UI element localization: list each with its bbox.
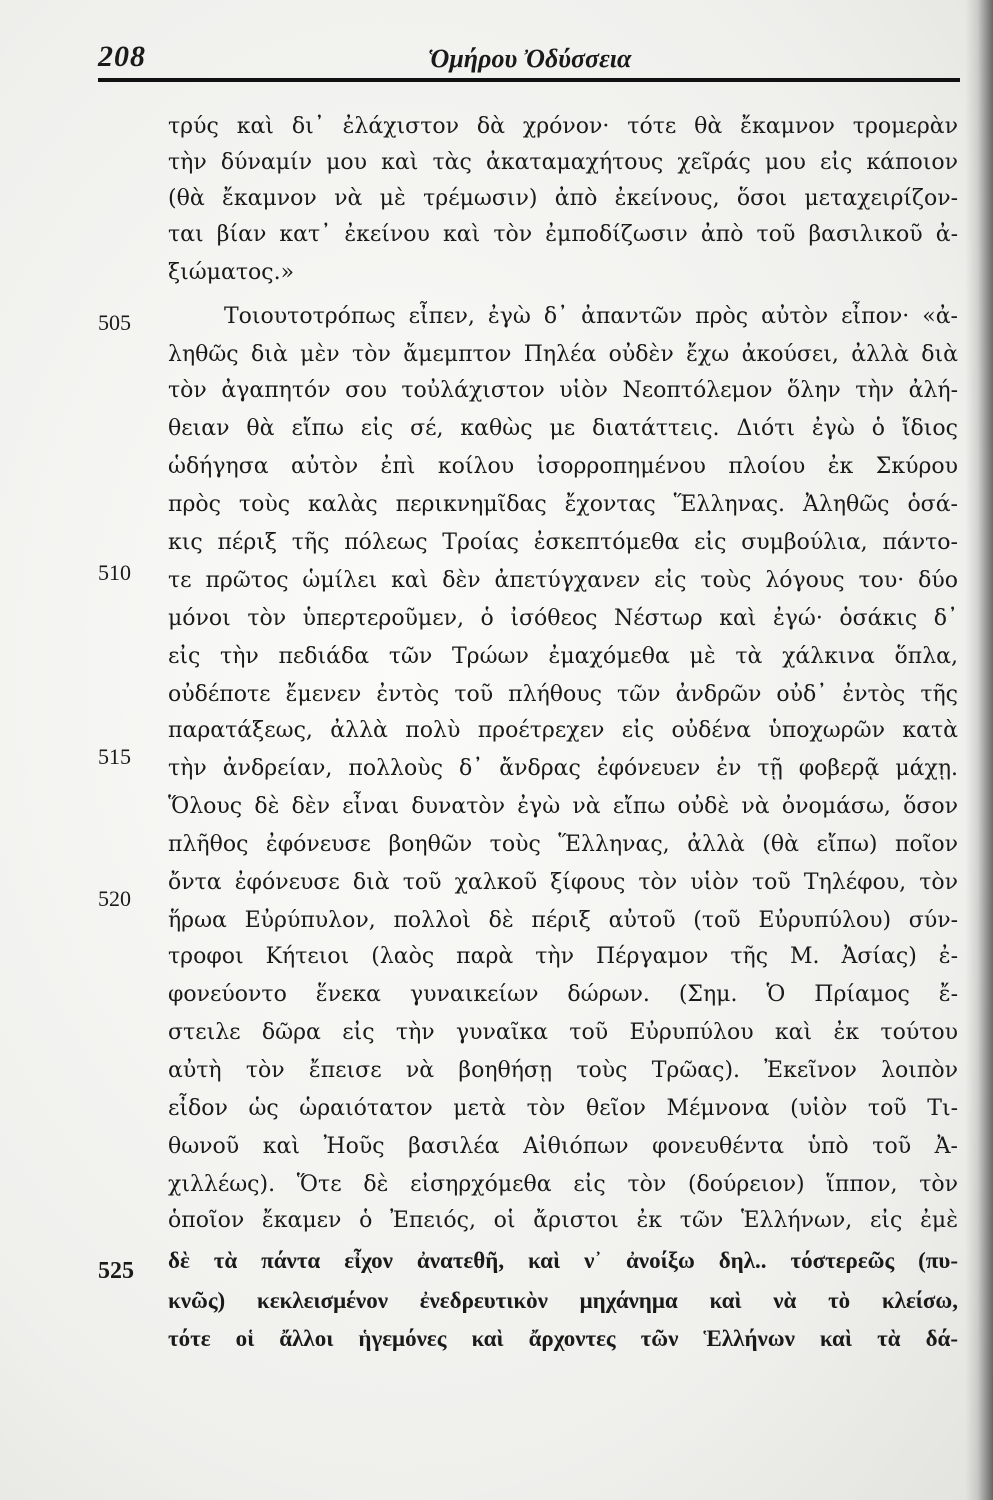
text-line: φονεύοντο ἕνεκα γυναικείων δώρων. (Σημ. Ὁ Πρίαμος ἔ- bbox=[168, 982, 958, 1007]
verse-number: 510 bbox=[98, 560, 131, 585]
text-line: τὸν ἀγαπητόν σου τοὐλάχιστον υἱὸν Νεοπτόλεμον ὅλην τὴν ἀλή- bbox=[168, 378, 958, 403]
page-spine-shadow bbox=[965, 0, 993, 1500]
page-header bbox=[98, 40, 960, 76]
text-line: ὁποῖον ἔκαμεν ὁ Ἐπειός, οἱ ἄριστοι ἐκ τῶν Ἑλλήνων, εἰς ἐμὲ bbox=[168, 1208, 958, 1233]
text-line: ξιώματος.» bbox=[168, 260, 295, 285]
text-line: κις πέριξ τῆς πόλεως Τροίας ἐσκεπτόμεθα εἰς συμβούλια, πάντο- bbox=[168, 530, 958, 555]
verse-number: 520 bbox=[98, 886, 131, 911]
verse-number: 515 bbox=[98, 744, 131, 769]
text-line: στειλε δῶρα εἰς τὴν γυναῖκα τοῦ Εὐρυπύλου καὶ ἐκ τούτου bbox=[168, 1020, 958, 1045]
text-line: ὄντα ἐφόνευσε διὰ τοῦ χαλκοῦ ξίφους τὸν υἱὸν τοῦ Τηλέφου, τὸν bbox=[168, 870, 958, 895]
text-line: πλῆθος ἐφόνευσε βοηθῶν τοὺς Ἕλληνας, ἀλλὰ (θὰ εἴπω) ποῖον bbox=[168, 832, 958, 857]
text-line: εἶδον ὡς ὡραιότατον μετὰ τὸν θεῖον Μέμνονα (υἱὸν τοῦ Τι- bbox=[168, 1096, 958, 1121]
text-line: ὡδήγησα αὐτὸν ἐπὶ κοίλου ἰσορροπημένου πλοίου ἐκ Σκύρου bbox=[168, 454, 958, 479]
verse-number: 525 bbox=[98, 1258, 134, 1284]
text-line: ἥρωα Εὐρύπυλον, πολλοὶ δὲ πέριξ αὐτοῦ (τοῦ Εὐρυπύλου) σύν- bbox=[168, 908, 958, 933]
text-line: τότε οἱ ἄλλοι ἡγεμόνες καὶ ἄρχοντες τῶν Ἑλλήνων καὶ τὰ δά- bbox=[168, 1326, 958, 1351]
text-line: θωνοῦ καὶ Ἠοῦς βασιλέα Αἰθιόπων φονευθέντα ὑπὸ τοῦ Ἀ- bbox=[168, 1134, 958, 1159]
text-line: εἰς τὴν πεδιάδα τῶν Τρώων ἐμαχόμεθα μὲ τὰ χάλκινα ὅπλα, bbox=[168, 644, 958, 669]
page-number: 208 bbox=[98, 40, 146, 73]
text-line: τὴν ἀνδρείαν, πολλοὺς δ᾽ ἄνδρας ἐφόνευεν ἐν τῇ φοβερᾷ μάχῃ. bbox=[168, 756, 958, 781]
text-line: πρὸς τοὺς καλὰς περικνημῖδας ἔχοντας Ἕλληνας. Ἀληθῶς ὁσά- bbox=[168, 492, 958, 517]
text-line: χιλλέως). Ὅτε δὲ εἰσηρχόμεθα εἰς τὸν (δούρειον) ἵππον, τὸν bbox=[168, 1172, 958, 1197]
text-line: οὐδέποτε ἔμενεν ἐντὸς τοῦ πλήθους τῶν ἀνδρῶν οὐδ᾽ ἐντὸς τῆς bbox=[168, 682, 958, 707]
text-line: τροφοι Κήτειοι (λαὸς παρὰ τὴν Πέργαμον τῆς Μ. Ἀσίας) ἐ- bbox=[168, 944, 958, 969]
text-line: Τοιουτοτρόπως εἶπεν, ἐγὼ δ᾽ ἀπαντῶν πρὸς αὐτὸν εἶπον· «ἀ- bbox=[224, 304, 958, 329]
running-title: Ὁμήρου Ὀδύσσεια bbox=[428, 44, 632, 73]
text-line: ται βίαν κατ᾽ ἐκείνου καὶ τὸν ἐμποδίζωσιν ἀπὸ τοῦ βασιλικοῦ ἀ- bbox=[168, 222, 958, 247]
text-line: Ὅλους δὲ δὲν εἶναι δυνατὸν ἐγὼ νὰ εἴπω οὐδὲ νὰ ὀνομάσω, ὅσον bbox=[168, 794, 958, 819]
text-line: θειαν θὰ εἴπω εἰς σέ, καθὼς με διατάττεις. Διότι ἐγὼ ὁ ἴδιος bbox=[168, 416, 958, 441]
text-line: τε πρῶτος ὡμίλει καὶ δὲν ἀπετύγχανεν εἰς τοὺς λόγους του· δύο bbox=[168, 568, 958, 593]
text-line: τρύς καὶ δι᾽ ἐλάχιστον δὰ χρόνον· τότε θὰ ἔκαμνον τρομερὰν bbox=[168, 114, 958, 139]
text-line: αὐτὴ τὸν ἔπεισε νὰ βοηθήσῃ τοὺς Τρῶας). Ἐκεῖνον λοιπὸν bbox=[168, 1058, 958, 1083]
text-line: μόνοι τὸν ὑπερτεροῦμεν, ὁ ἰσόθεος Νέστωρ καὶ ἐγώ· ὁσάκις δ᾽ bbox=[168, 606, 958, 631]
verse-number: 505 bbox=[98, 310, 131, 335]
text-line: κνῶς) κεκλεισμένον ἐνεδρευτικὸν μηχάνημα καὶ νὰ τὸ κλείσω, bbox=[168, 1288, 958, 1313]
text-line: παρατάξεως, ἀλλὰ πολὺ προέτρεχεν εἰς οὐδένα ὑποχωρῶν κατὰ bbox=[168, 718, 958, 743]
text-line: (θὰ ἔκαμνον νὰ μὲ τρέμωσιν) ἀπὸ ἐκείνους, ὅσοι μεταχειρίζον- bbox=[168, 186, 958, 211]
text-line: δὲ τὰ πάντα εἶχον ἀνατεθῆ, καὶ ν᾽ ἀνοίξω δηλ.. τόστερεῶς (πυ- bbox=[168, 1248, 958, 1273]
text-line: ληθῶς διὰ μὲν τὸν ἄμεμπτον Πηλέα οὐδὲν ἔχω ἀκούσει, ἀλλὰ διὰ bbox=[168, 342, 958, 367]
text-line: τὴν δύναμίν μου καὶ τὰς ἀκαταμαχήτους χεῖράς μου εἰς κάποιον bbox=[168, 150, 958, 175]
header-rule bbox=[98, 78, 960, 82]
